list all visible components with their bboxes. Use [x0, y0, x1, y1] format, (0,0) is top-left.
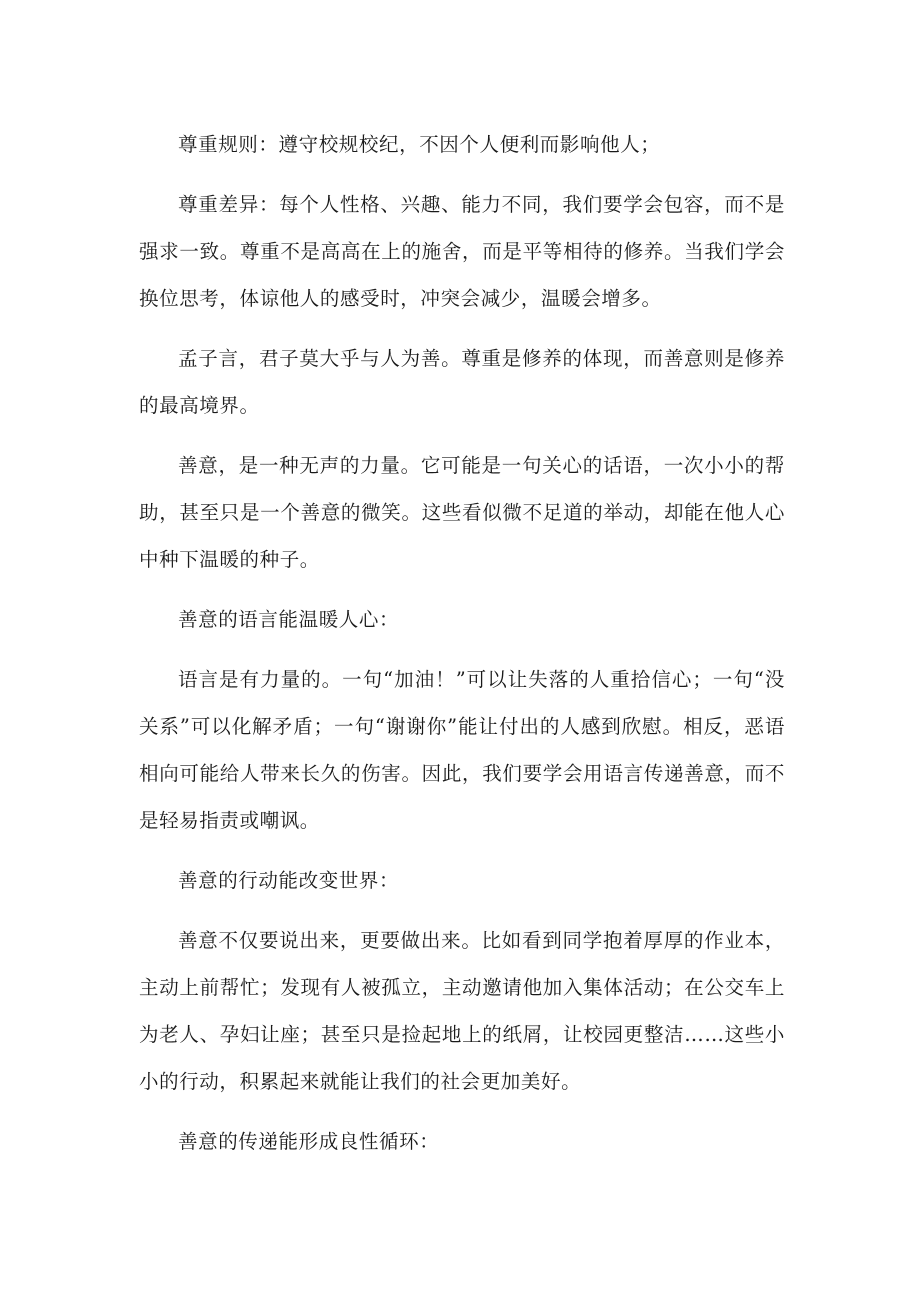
paragraph-respect-differences: 尊重差异：每个人性格、兴趣、能力不同，我们要学会包容，而不是强求一致。尊重不是高高在上的施舍，而是平等相待的修养。当我们学会换位思考，体谅他人的感受时，冲突会减少，温暖会增多。: [139, 193, 785, 310]
paragraph-respect-rules: 尊重规则：遵守校规校纪，不因个人便利而影响他人；: [178, 133, 661, 156]
document-body: [139, 121, 785, 1178]
paragraph-kind-words: 语言是有力量的。一句“加油！”可以让失落的人重拾信心；一句“没关系”可以化解矛盾；一句“谢谢你”能让付出的人感到欣慰。相反，恶语相向可能给人带来长久的伤害。因此，我们要学会用语言传递善意，而不是轻易指责或嘲讽。: [139, 668, 785, 832]
paragraph-kind-actions: 善意不仅要说出来，更要做出来。比如看到同学抱着厚厚的作业本，主动上前帮忙；发现有人被孤立，主动邀请他加入集体活动；在公交车上为老人、孕妇让座；甚至只是捡起地上的纸屑，让校园更整洁……这些小小的行动，积累起来就能让我们的社会更加美好。: [139, 929, 785, 1093]
paragraph-mencius-quote: 孟子言，君子莫大乎与人为善。尊重是修养的体现，而善意则是修养的最高境界。: [139, 347, 785, 417]
heading-kind-words: 善意的语言能温暖人心：: [178, 608, 400, 631]
heading-kind-actions: 善意的行动能改变世界：: [178, 869, 400, 892]
heading-kindness-cycle: 善意的传递能形成良性循环：: [178, 1130, 440, 1153]
paragraph-kindness-power: 善意，是一种无声的力量。它可能是一句关心的话语，一次小小的帮助，甚至只是一个善意的微笑。这些看似微不足道的举动，却能在他人心中种下温暖的种子。: [139, 454, 785, 571]
